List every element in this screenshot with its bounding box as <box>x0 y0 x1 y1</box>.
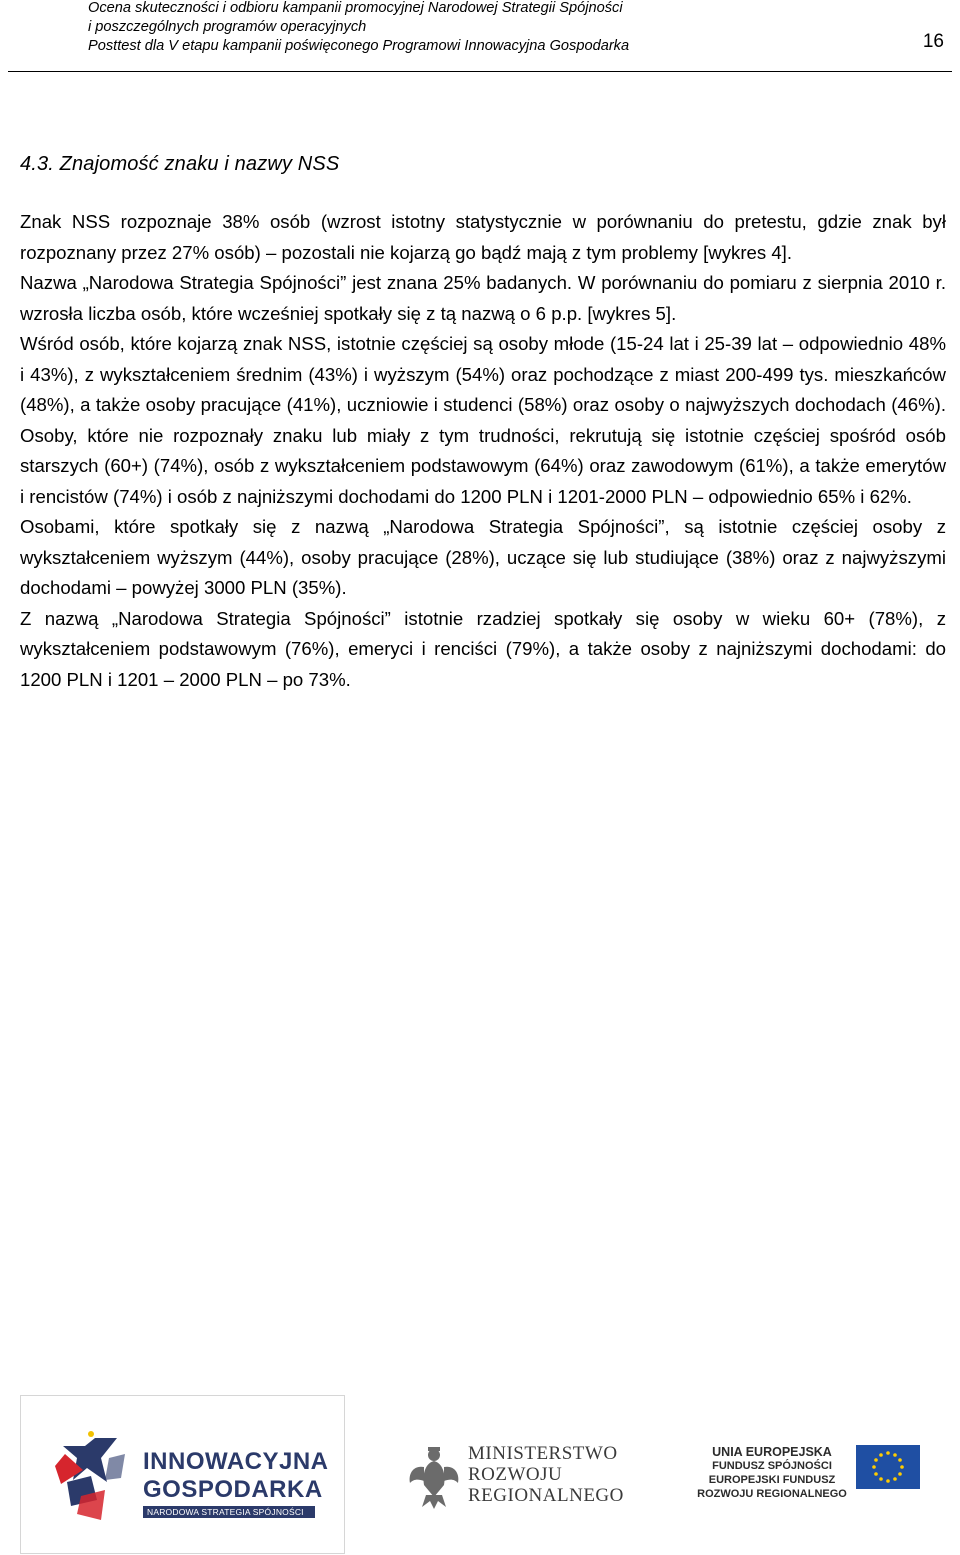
ue-logo-text <box>688 1445 856 1501</box>
ue-line-4: ROZWOJU REGIONALNEGO <box>697 1488 847 1500</box>
ministerstwo-logo-text <box>468 1443 624 1506</box>
page-footer <box>0 1395 960 1555</box>
polish-eagle-icon <box>406 1443 462 1513</box>
header-line-1: Ocena skuteczności i odbioru kampanii promocyjnej Narodowej Strategii Spójności <box>88 0 623 16</box>
ig-logo-line-1: INNOWACYJNA <box>143 1448 329 1475</box>
innowacyjna-gospodarka-logo <box>20 1395 345 1554</box>
header-line-2: i poszczególnych programów operacyjnych <box>88 19 367 35</box>
mrr-line-3: REGIONALNEGO <box>468 1485 624 1506</box>
ue-line-1: UNIA EUROPEJSKA <box>712 1445 832 1459</box>
header-title <box>88 0 629 56</box>
ig-emblem-icon <box>21 1396 131 1553</box>
unia-europejska-logo <box>688 1431 940 1519</box>
page-number: 16 <box>922 31 944 52</box>
ue-line-2: FUNDUSZ SPÓJNOŚCI <box>712 1460 832 1472</box>
eu-flag-icon <box>856 1445 920 1489</box>
header-line-3: Posttest dla V etapu kampanii poświęconego Programowi Innowacyjna Gospodarka <box>88 38 630 54</box>
paragraph-name-demographics-lower: Z nazwą „Narodowa Strategia Spójności” istotnie rzadziej spotkały się osoby w wieku 60+ (78%), z wykształceniem podstawowym (76%), emeryci i renciści (79%), a także osoby z najniższymi dochodami: do 1200 PLN i 1201 – 2000 PLN – po 73%. <box>20 607 946 690</box>
ig-logo-line-2: GOSPODARKA <box>143 1476 323 1503</box>
section-body <box>20 207 946 695</box>
ig-logo-line-3: NARODOWA STRATEGIA SPÓJNOŚCI <box>147 1507 304 1517</box>
mrr-line-1: MINISTERSTWO <box>468 1443 618 1464</box>
page-header <box>0 0 960 76</box>
paragraph-sign-recognition: Znak NSS rozpoznaje 38% osób (wzrost istotny statystycznie w porównaniu do pretestu, gdzie znak był rozpoznany przez 27% osób) – pozostali nie kojarzą go bądź mają z tym problemy [wykres 4]. <box>20 211 946 263</box>
ministerstwo-logo <box>400 1435 630 1515</box>
paragraph-name-awareness: Nazwa „Narodowa Strategia Spójności” jest znana 25% badanych. W porównaniu do pomiaru z sierpnia 2010 r. wzrosła liczba osób, które wcześniej spotkały się z tą nazwą o 6 p.p. [wykres 5]. <box>20 272 946 324</box>
paragraph-name-demographics-higher: Osobami, które spotkały się z nazwą „Narodowa Strategia Spójności”, są istotnie częściej osoby z wykształceniem wyższym (44%), osoby pracujące (28%), uczące się lub studiujące (38%) oraz z najwyższymi dochodami – powyżej 3000 PLN (35%). <box>20 516 946 598</box>
header-divider <box>8 71 952 72</box>
paragraph-sign-demographics: Wśród osób, które kojarzą znak NSS, istotnie częściej są osoby młode (15-24 lat i 25-39 lat – odpowiednio 48% i 43%), z wykształceniem średnim (43%) i wyższym (54%) oraz pochodzące z miast 200-499 tys. mieszkańców (48%), a także osoby pracujące (41%), uczniowie i studenci (58%) oraz osoby o najwyższych dochodach (46%). Osoby, które nie rozpoznały znaku lub miały z tym trudności, rekrutują się istotnie częściej spośród osób starszych (60+) (74%), osób z wykształceniem podstawowym (64%) oraz zawodowym (61%), a także emerytów i rencistów (74%) i osób z najniższymi dochodami do 1200 PLN i 1201-2000 PLN – odpowiednio 65% i 62%. <box>20 333 946 507</box>
mrr-line-2: ROZWOJU <box>468 1464 563 1485</box>
ue-line-3: EUROPEJSKI FUNDUSZ <box>708 1474 836 1486</box>
section-heading: 4.3. Znajomość znaku i nazwy NSS <box>20 153 340 175</box>
